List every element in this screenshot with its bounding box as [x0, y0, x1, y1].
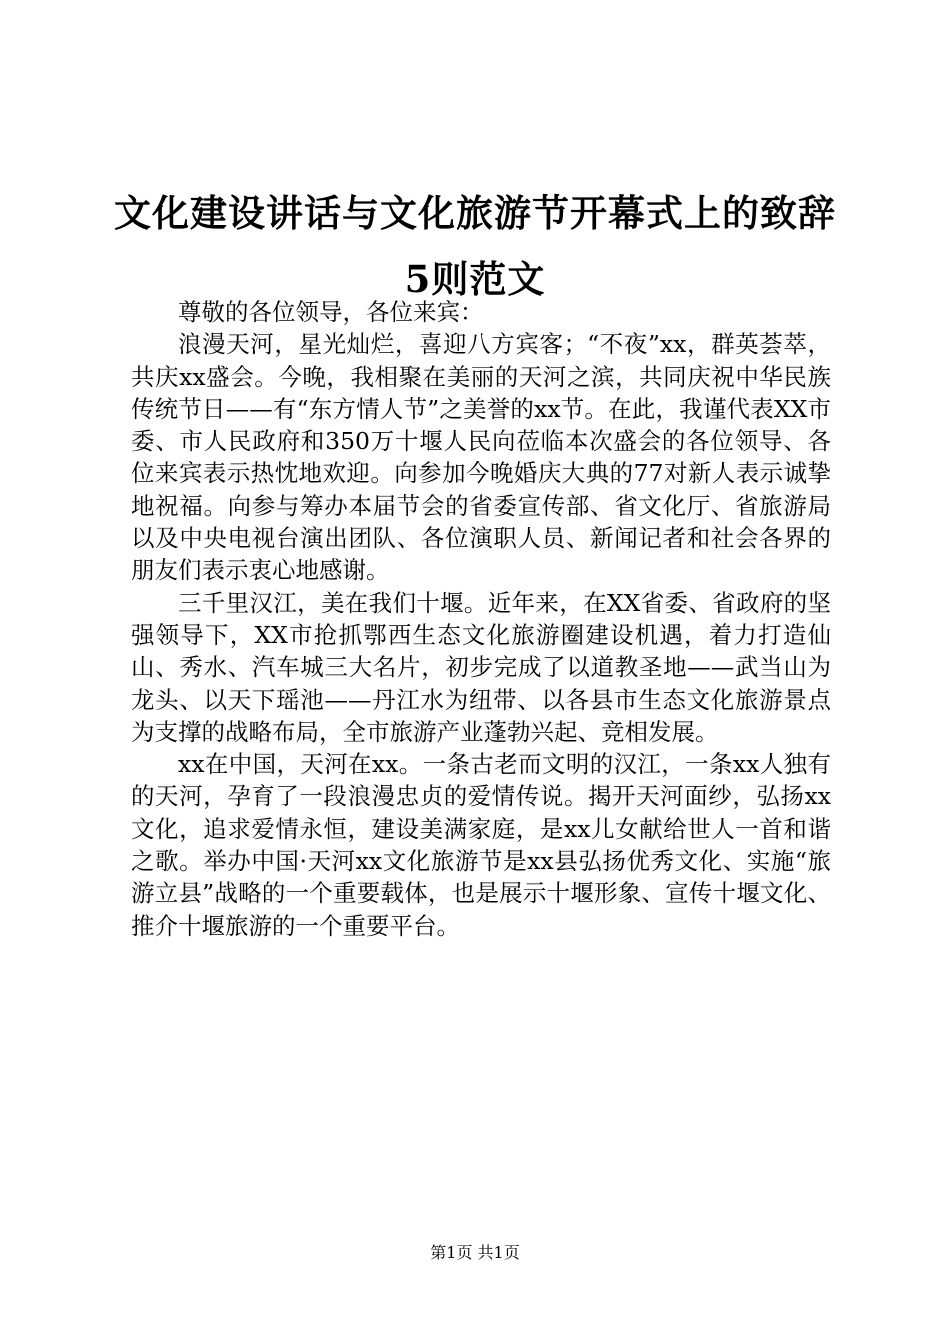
- document-body: [131, 296, 831, 942]
- salutation-paragraph: 尊敬的各位领导，各位来宾：: [178, 298, 484, 326]
- body-paragraph: xx在中国，天河在xx。一条古老而文明的汉江，一条xx人独有的天河，孕育了一段浪漫忠贞的爱情传说。揭开天河面纱，弘扬xx文化，追求爱情永恒，建设美满家庭，是xx儿女献给世人一首和谐之歌。举办中国·天河xx文化旅游节是xx县弘扬优秀文化、实施“旅游立县”战略的一个重要载体，也是展示十堰形象、宣传十堰文化、推介十堰旅游的一个重要平台。: [131, 750, 831, 940]
- body-paragraph: 浪漫天河，星光灿烂，喜迎八方宾客；“不夜”xx，群英荟萃，共庆xx盛会。今晚，我相聚在美丽的天河之滨，共同庆祝中华民族传统节日——有“东方情人节”之美誉的xx节。在此，我谨代表XX市委、市人民政府和350万十堰人民向莅临本次盛会的各位领导、各位来宾表示热忱地欢迎。向参加今晚婚庆大典的77对新人表示诚挚地祝福。向参与筹办本届节会的省委宣传部、省文化厅、省旅游局以及中央电视台演出团队、各位演职人员、新闻记者和社会各界的朋友们表示衷心地感谢。: [131, 330, 831, 585]
- page-footer: 第1页 共1页: [430, 1243, 520, 1262]
- body-paragraph: 三千里汉江，美在我们十堰。近年来，在XX省委、省政府的坚强领导下，XX市抢抓鄂西生态文化旅游圈建设机遇，着力打造仙山、秀水、汽车城三大名片，初步完成了以道教圣地——武当山为龙头、以天下瑶池——丹江水为纽带、以各县市生态文化旅游景点为支撑的战略布局，全市旅游产业蓬勃兴起、竞相发展。: [131, 588, 831, 746]
- document-title: 文化建设讲话与文化旅游节开幕式上的致辞5则范文: [114, 191, 836, 301]
